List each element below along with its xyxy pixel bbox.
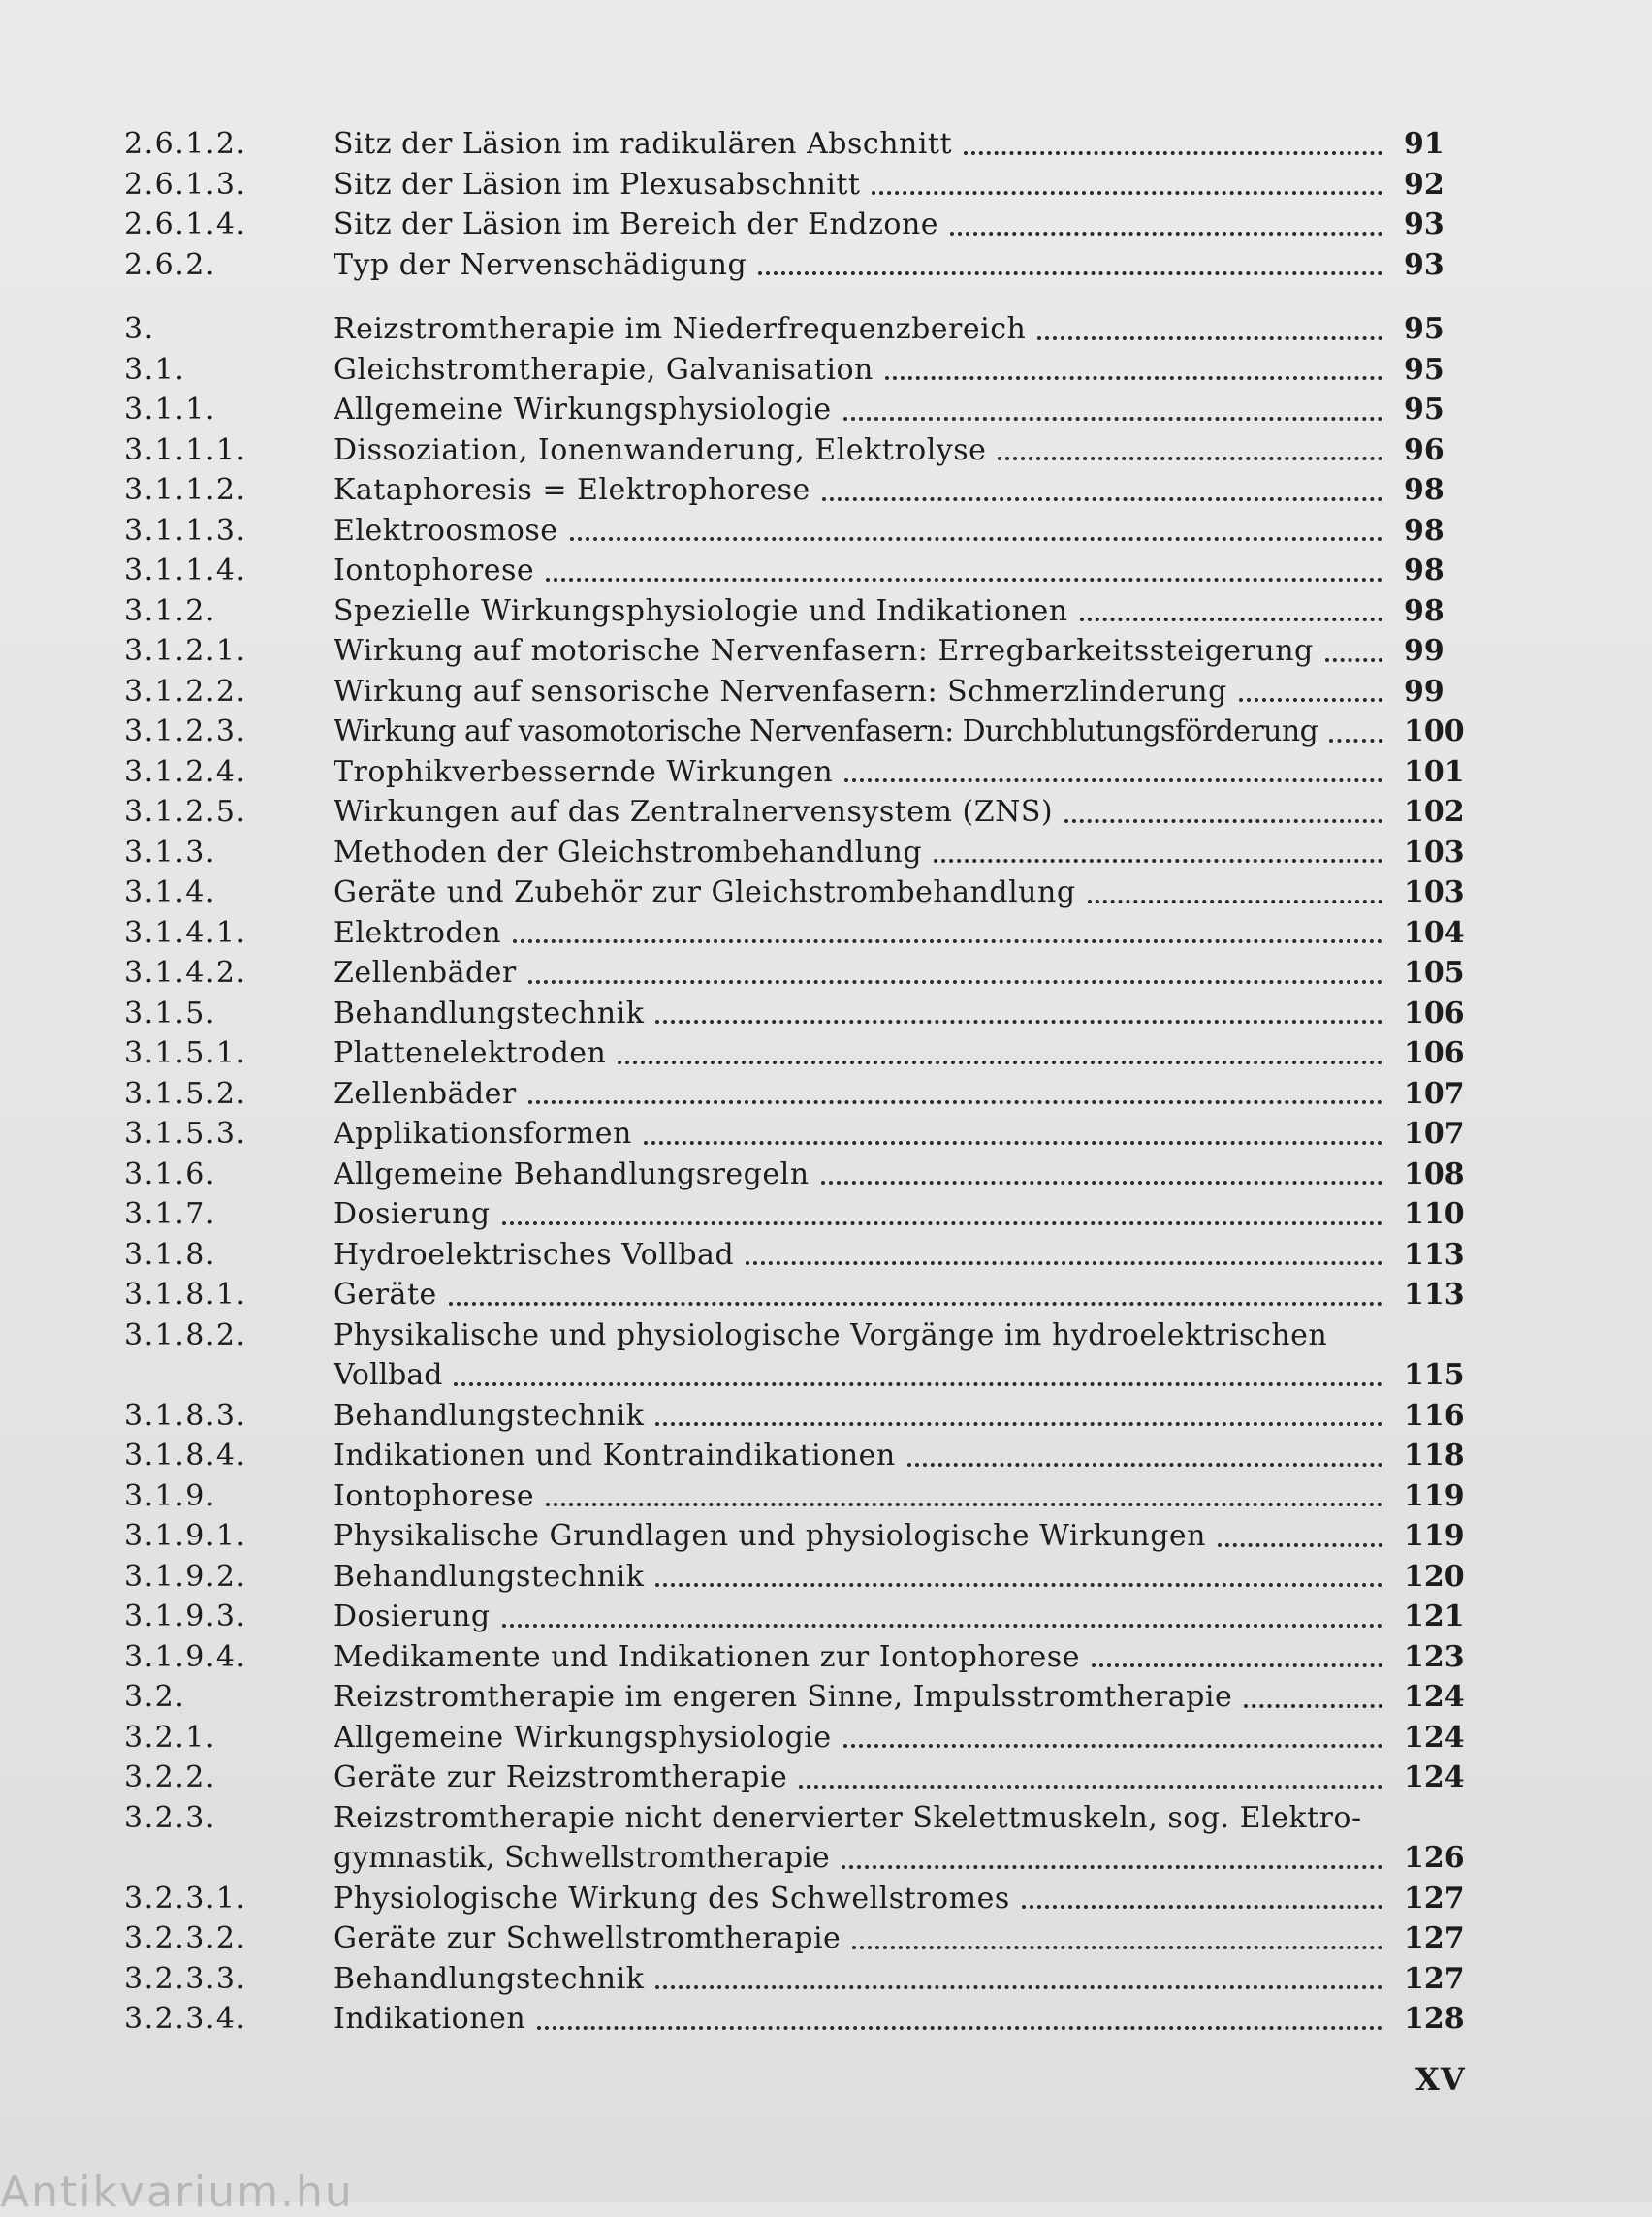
dot-leader bbox=[655, 1418, 1382, 1426]
toc-page: 127 bbox=[1404, 1921, 1465, 1955]
toc-entry bbox=[124, 994, 1481, 1034]
toc-page: 101 bbox=[1404, 754, 1465, 789]
toc-number: 3.1.3. bbox=[124, 835, 216, 870]
dot-leader bbox=[655, 1016, 1382, 1024]
toc-entry bbox=[124, 1194, 1481, 1235]
toc-number: 2.6.1.2. bbox=[124, 127, 247, 161]
page-number-roman: XV bbox=[1415, 2061, 1466, 2098]
dot-leader bbox=[1218, 1539, 1382, 1547]
toc-number: 3.1.5. bbox=[124, 996, 216, 1030]
toc-entry bbox=[124, 1758, 1481, 1798]
dot-leader bbox=[842, 1861, 1382, 1869]
toc-page: 116 bbox=[1404, 1398, 1465, 1433]
toc-page: 98 bbox=[1404, 554, 1445, 587]
dot-leader bbox=[513, 935, 1382, 943]
toc-page: 113 bbox=[1404, 1237, 1465, 1272]
toc-entry bbox=[124, 165, 1481, 206]
toc-page: 119 bbox=[1404, 1519, 1465, 1553]
toc-page: 92 bbox=[1404, 167, 1445, 202]
toc-entry bbox=[124, 551, 1481, 591]
toc-title: Geräte zur Schwellstromtherapie bbox=[334, 1921, 842, 1955]
toc-entry bbox=[124, 350, 1481, 391]
dot-leader bbox=[885, 372, 1382, 380]
dot-leader bbox=[537, 2022, 1382, 2030]
toc-number: 3.1.2.3. bbox=[124, 714, 247, 748]
toc-page: 113 bbox=[1404, 1278, 1465, 1312]
toc-entry bbox=[124, 430, 1481, 471]
toc-page: 106 bbox=[1404, 996, 1465, 1030]
toc-page: 104 bbox=[1404, 915, 1465, 950]
toc-entry bbox=[124, 953, 1481, 994]
toc-number: 3.2. bbox=[124, 1680, 186, 1714]
dot-leader bbox=[822, 493, 1382, 501]
toc-title: Physikalische Grundlagen und physiologische Wirkungen bbox=[334, 1519, 1206, 1553]
dot-leader bbox=[528, 976, 1382, 984]
toc-entry bbox=[124, 205, 1481, 245]
toc-number: 3.1.1.3. bbox=[124, 513, 247, 548]
toc-page: 107 bbox=[1404, 1076, 1465, 1111]
toc-number: 3.1.2.2. bbox=[124, 674, 247, 709]
toc-number: 3.1.9.3. bbox=[124, 1599, 247, 1633]
toc-entry bbox=[124, 1557, 1481, 1598]
dot-leader bbox=[746, 1257, 1382, 1265]
toc-page: 95 bbox=[1404, 393, 1445, 427]
toc-entry bbox=[124, 1918, 1481, 1959]
toc-entry bbox=[124, 511, 1481, 552]
toc-title: Reizstromtherapie im Niederfrequenzbereich bbox=[334, 312, 1027, 346]
toc-entry bbox=[124, 309, 1481, 350]
toc-number: 3. bbox=[124, 312, 155, 346]
toc-entry bbox=[124, 1879, 1481, 1919]
toc-number: 3.1.2. bbox=[124, 593, 216, 628]
dot-leader bbox=[964, 147, 1382, 155]
toc-number: 3.1.5.1. bbox=[124, 1036, 247, 1070]
toc-title: Plattenelektroden bbox=[334, 1036, 607, 1070]
toc-title: Trophikverbessernde Wirkungen bbox=[334, 754, 834, 789]
toc-number: 3.1.8. bbox=[124, 1237, 216, 1272]
toc-number: 3.2.3.4. bbox=[124, 2002, 247, 2036]
toc-number: 2.6.1.4. bbox=[124, 207, 247, 241]
toc-title: Spezielle Wirkungsphysiologie und Indikationen bbox=[334, 593, 1068, 628]
toc-entry bbox=[124, 872, 1481, 913]
toc-title: Reizstromtherapie im engeren Sinne, Impulsstromtherapie bbox=[334, 1680, 1233, 1714]
toc-entry bbox=[124, 1155, 1481, 1195]
toc-number: 3.1.4.2. bbox=[124, 956, 247, 990]
toc-title: Behandlungstechnik bbox=[334, 1961, 645, 1996]
toc-number: 3.1.1.4. bbox=[124, 554, 247, 587]
toc-title: Applikationsformen bbox=[334, 1117, 632, 1151]
toc-page: 124 bbox=[1404, 1720, 1465, 1755]
dot-leader bbox=[852, 1942, 1382, 1949]
toc-entry bbox=[124, 1516, 1481, 1557]
dot-leader bbox=[1037, 333, 1382, 340]
toc-number: 3.2.3.2. bbox=[124, 1921, 247, 1955]
toc-title: Reizstromtherapie nicht denervierter Skelettmuskeln, sog. Elektro- bbox=[334, 1800, 1362, 1835]
toc-page: 99 bbox=[1404, 634, 1445, 668]
toc-number: 3.1.1. bbox=[124, 393, 216, 427]
dot-leader bbox=[934, 855, 1382, 863]
toc-entry bbox=[124, 1114, 1481, 1155]
dot-leader bbox=[872, 187, 1382, 195]
toc-title: Medikamente und Indikationen zur Iontophorese bbox=[334, 1639, 1080, 1674]
toc-entry bbox=[124, 1436, 1481, 1476]
dot-leader bbox=[1244, 1700, 1382, 1708]
toc-page: 102 bbox=[1404, 795, 1465, 829]
toc-page: 98 bbox=[1404, 513, 1445, 548]
toc-number: 3.1.1.2. bbox=[124, 473, 247, 507]
toc-title: Sitz der Läsion im radikulären Abschnitt bbox=[334, 127, 953, 161]
toc-number: 3.2.3. bbox=[124, 1800, 216, 1835]
dot-leader bbox=[799, 1781, 1382, 1789]
toc-title: Gleichstromtherapie, Galvanisation bbox=[334, 352, 874, 387]
dot-leader bbox=[655, 1981, 1382, 1989]
dot-leader bbox=[449, 1298, 1382, 1306]
dot-leader bbox=[843, 413, 1382, 421]
toc-entry bbox=[124, 591, 1481, 632]
toc-page: 108 bbox=[1404, 1156, 1465, 1191]
dot-leader bbox=[454, 1378, 1382, 1386]
toc-page: 118 bbox=[1404, 1439, 1465, 1473]
toc-number: 3.1.5.3. bbox=[124, 1117, 247, 1151]
toc-entry bbox=[124, 1235, 1481, 1276]
dot-leader bbox=[1092, 1660, 1382, 1667]
dot-leader bbox=[546, 574, 1382, 582]
toc-entry bbox=[124, 1999, 1481, 2040]
dot-leader bbox=[1325, 654, 1382, 662]
toc-entry bbox=[124, 1597, 1481, 1637]
dot-leader bbox=[1064, 815, 1382, 823]
toc-number: 3.1.8.4. bbox=[124, 1439, 247, 1473]
toc-page: 100 bbox=[1404, 714, 1465, 748]
toc-page: 119 bbox=[1404, 1478, 1465, 1513]
dot-leader bbox=[950, 228, 1382, 236]
toc-number: 3.1.9.2. bbox=[124, 1559, 247, 1594]
toc-entry bbox=[124, 752, 1481, 793]
table-of-contents bbox=[124, 124, 1481, 2040]
toc-page: 96 bbox=[1404, 432, 1445, 467]
toc-title: Wirkung auf vasomotorische Nervenfasern: Durchblutungsförderung bbox=[334, 714, 1318, 748]
toc-title: Geräte und Zubehör zur Gleichstrombehandlung bbox=[334, 875, 1076, 909]
toc-page: 128 bbox=[1404, 2002, 1465, 2036]
dot-leader bbox=[502, 1620, 1382, 1628]
dot-leader bbox=[1022, 1901, 1382, 1909]
toc-title: Allgemeine Wirkungsphysiologie bbox=[334, 1720, 832, 1755]
toc-number: 3.1.2.5. bbox=[124, 795, 247, 829]
toc-title: Wirkung auf motorische Nervenfasern: Erregbarkeitssteigerung bbox=[334, 634, 1314, 668]
toc-title: Behandlungstechnik bbox=[334, 1559, 645, 1594]
toc-entry bbox=[124, 672, 1481, 713]
toc-title: Behandlungstechnik bbox=[334, 1398, 645, 1433]
toc-page: 127 bbox=[1404, 1961, 1465, 1996]
toc-page: 98 bbox=[1404, 473, 1445, 507]
toc-page: 103 bbox=[1404, 835, 1465, 870]
toc-page: 106 bbox=[1404, 1036, 1465, 1070]
dot-leader bbox=[1329, 735, 1382, 743]
dot-leader bbox=[644, 1137, 1382, 1145]
toc-entry bbox=[124, 245, 1481, 286]
toc-title: Sitz der Läsion im Bereich der Endzone bbox=[334, 207, 939, 241]
toc-page: 124 bbox=[1404, 1680, 1465, 1714]
toc-page: 95 bbox=[1404, 352, 1445, 387]
toc-page: 127 bbox=[1404, 1881, 1465, 1916]
toc-page: 121 bbox=[1404, 1599, 1465, 1633]
toc-title: Dosierung bbox=[334, 1197, 491, 1231]
toc-entry bbox=[124, 1476, 1481, 1517]
watermark: Antikvarium.hu bbox=[0, 2168, 354, 2217]
toc-number: 3.1.9. bbox=[124, 1478, 216, 1513]
toc-number: 3.1.8.1. bbox=[124, 1278, 247, 1312]
toc-number: 3.1.7. bbox=[124, 1197, 216, 1231]
toc-number: 3.1.1.1. bbox=[124, 432, 247, 467]
dot-leader bbox=[546, 1499, 1382, 1506]
dot-leader bbox=[1239, 694, 1382, 702]
toc-page: 105 bbox=[1404, 956, 1465, 990]
toc-page: 93 bbox=[1404, 247, 1445, 282]
toc-title: Kataphoresis = Elektrophorese bbox=[334, 473, 810, 507]
toc-page: 124 bbox=[1404, 1760, 1465, 1794]
toc-number: 3.2.2. bbox=[124, 1760, 216, 1794]
toc-entry bbox=[124, 833, 1481, 873]
dot-leader bbox=[998, 453, 1382, 460]
toc-entry bbox=[124, 1637, 1481, 1678]
toc-number: 3.1.5.2. bbox=[124, 1076, 247, 1111]
toc-entry bbox=[124, 124, 1481, 165]
toc-title: Zellenbäder bbox=[334, 956, 517, 990]
toc-number: 3.1.8.3. bbox=[124, 1398, 247, 1433]
toc-title: Zellenbäder bbox=[334, 1076, 517, 1111]
toc-title-continuation: Vollbad bbox=[334, 1358, 443, 1392]
toc-page: 93 bbox=[1404, 207, 1445, 241]
toc-title: Geräte zur Reizstromtherapie bbox=[334, 1760, 788, 1794]
toc-entry bbox=[124, 1033, 1481, 1074]
toc-entry bbox=[124, 1074, 1481, 1115]
toc-title: Wirkung auf sensorische Nervenfasern: Schmerzlinderung bbox=[334, 674, 1227, 709]
toc-title: Physikalische und physiologische Vorgänge im hydroelektrischen bbox=[334, 1317, 1328, 1352]
toc-page: 110 bbox=[1404, 1197, 1465, 1231]
toc-entry-multiline bbox=[124, 1798, 1481, 1879]
toc-page: 107 bbox=[1404, 1117, 1465, 1151]
toc-number: 3.2.3.1. bbox=[124, 1881, 247, 1916]
toc-title: Wirkungen auf das Zentralnervensystem (ZNS) bbox=[334, 795, 1054, 829]
toc-number: 2.6.2. bbox=[124, 247, 216, 282]
toc-title: Dosierung bbox=[334, 1599, 491, 1633]
toc-page: 120 bbox=[1404, 1559, 1465, 1594]
toc-title: Behandlungstechnik bbox=[334, 996, 645, 1030]
toc-entry bbox=[124, 390, 1481, 430]
toc-number: 2.6.1.3. bbox=[124, 167, 247, 202]
toc-title: Elektroosmose bbox=[334, 513, 558, 548]
toc-title: Allgemeine Behandlungsregeln bbox=[334, 1156, 810, 1191]
toc-page: 123 bbox=[1404, 1639, 1465, 1674]
toc-entry bbox=[124, 1718, 1481, 1758]
dot-leader bbox=[570, 533, 1383, 541]
toc-title: Allgemeine Wirkungsphysiologie bbox=[334, 393, 832, 427]
toc-number: 3.2.1. bbox=[124, 1720, 216, 1755]
toc-title: Methoden der Gleichstrombehandlung bbox=[334, 835, 923, 870]
toc-page: 95 bbox=[1404, 312, 1445, 346]
toc-number: 3.1.4.1. bbox=[124, 915, 247, 950]
toc-title: Physiologische Wirkung des Schwellstromes bbox=[334, 1881, 1010, 1916]
toc-title: Sitz der Läsion im Plexusabschnitt bbox=[334, 167, 861, 202]
toc-entry bbox=[124, 792, 1481, 833]
dot-leader bbox=[844, 775, 1382, 782]
toc-entry bbox=[124, 1959, 1481, 2000]
dot-leader bbox=[528, 1096, 1382, 1104]
toc-entry bbox=[124, 1677, 1481, 1718]
toc-number: 3.1.9.1. bbox=[124, 1519, 247, 1553]
toc-entry-multiline bbox=[124, 1315, 1481, 1396]
toc-number: 3.1.2.1. bbox=[124, 634, 247, 668]
toc-page: 91 bbox=[1404, 127, 1445, 161]
dot-leader bbox=[821, 1177, 1382, 1185]
dot-leader bbox=[1080, 614, 1382, 621]
toc-entry bbox=[124, 1275, 1481, 1315]
toc-entry bbox=[124, 712, 1481, 752]
toc-entry bbox=[124, 913, 1481, 954]
toc-title: Geräte bbox=[334, 1278, 437, 1312]
dot-leader bbox=[1088, 896, 1382, 903]
toc-title: Hydroelektrisches Vollbad bbox=[334, 1237, 735, 1272]
toc-title: Iontophorese bbox=[334, 554, 535, 587]
dot-leader bbox=[758, 268, 1382, 275]
dot-leader bbox=[618, 1057, 1382, 1064]
toc-title: Elektroden bbox=[334, 915, 502, 950]
dot-leader bbox=[843, 1740, 1382, 1748]
toc-title: Dissoziation, Ionenwanderung, Elektrolyse bbox=[334, 432, 987, 467]
toc-page: 98 bbox=[1404, 593, 1445, 628]
toc-number: 3.2.3.3. bbox=[124, 1961, 247, 1996]
toc-title-continuation: gymnastik, Schwellstromtherapie bbox=[334, 1841, 830, 1875]
toc-entry bbox=[124, 470, 1481, 511]
toc-title: Indikationen und Kontraindikationen bbox=[334, 1439, 896, 1473]
toc-entry bbox=[124, 631, 1481, 672]
toc-title: Typ der Nervenschädigung bbox=[334, 247, 747, 282]
toc-page: 126 bbox=[1404, 1841, 1465, 1875]
toc-page: 115 bbox=[1404, 1358, 1465, 1392]
toc-number: 3.1.8.2. bbox=[124, 1317, 247, 1352]
toc-entry bbox=[124, 1396, 1481, 1437]
toc-number: 3.1.2.4. bbox=[124, 754, 247, 789]
dot-leader bbox=[655, 1579, 1382, 1587]
dot-leader bbox=[907, 1459, 1382, 1467]
dot-leader bbox=[502, 1218, 1382, 1225]
toc-page: 99 bbox=[1404, 674, 1445, 709]
toc-page: 103 bbox=[1404, 875, 1465, 909]
toc-number: 3.1.9.4. bbox=[124, 1639, 247, 1674]
toc-number: 3.1.6. bbox=[124, 1156, 216, 1191]
toc-title: Iontophorese bbox=[334, 1478, 535, 1513]
toc-title: Indikationen bbox=[334, 2002, 526, 2036]
toc-number: 3.1.4. bbox=[124, 875, 216, 909]
toc-number: 3.1. bbox=[124, 352, 186, 387]
